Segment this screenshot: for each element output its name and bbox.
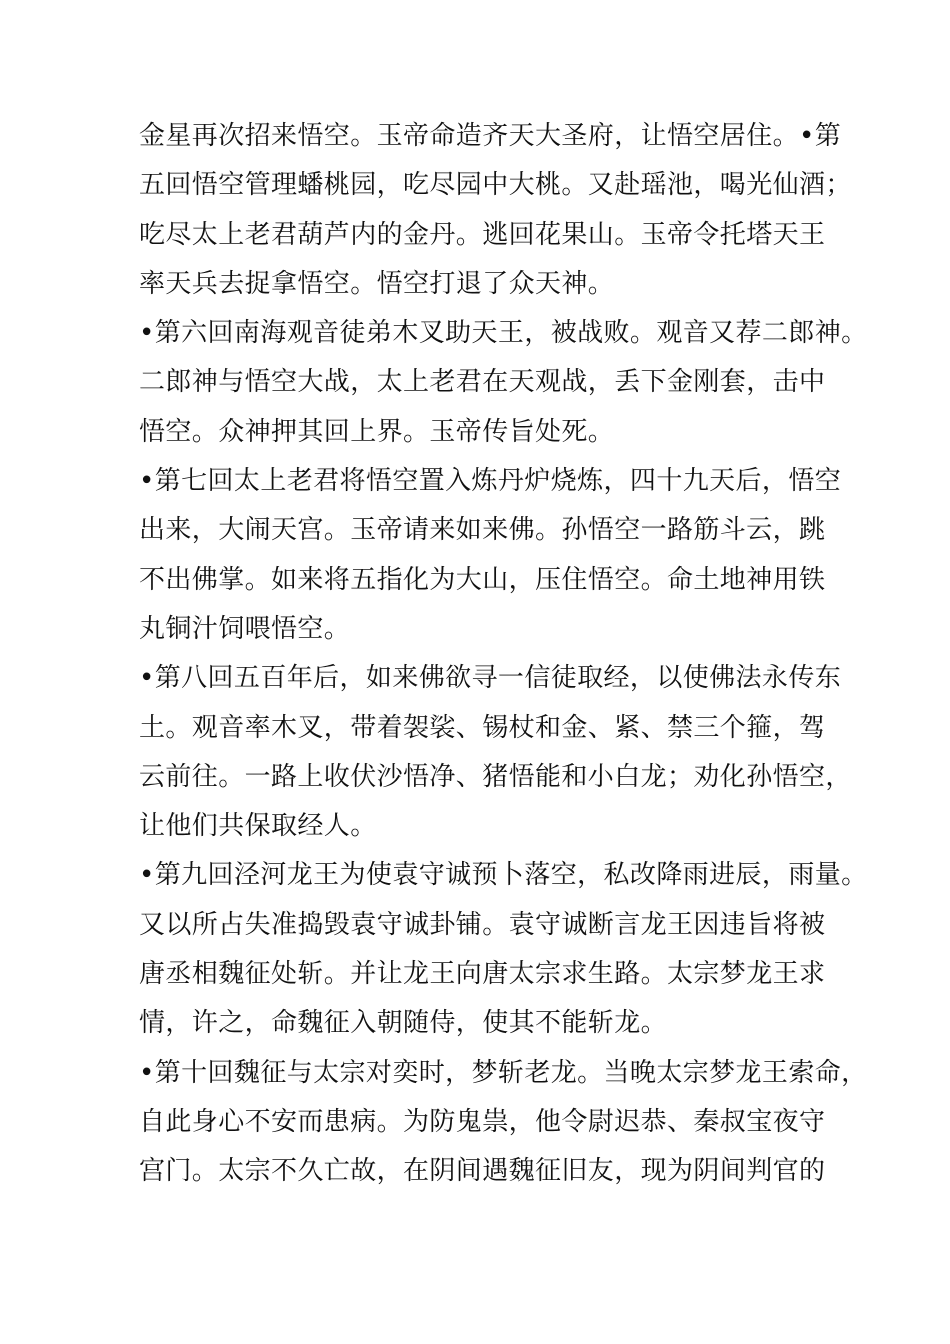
text-line: 出来，大闹天宫。玉帝请来如来佛。孙悟空一路筋斗云，跳 (139, 515, 826, 546)
text-line: 悟空。众神押其回上界。玉帝传旨处死。 (139, 416, 615, 447)
text-line: 率天兵去捉拿悟空。悟空打退了众天神。 (139, 268, 615, 299)
text-line: 丸铜汁饲喂悟空。 (139, 613, 351, 644)
text-line: •第六回南海观音徒弟木叉助天王，被战败。观音又荐二郎神。 (139, 318, 868, 349)
text-line: •第七回太上老君将悟空置入炼丹炉烧炼，四十九天后，悟空 (139, 466, 842, 497)
body-text (139, 112, 868, 1197)
text-line: 又以所占失准捣毁袁守诚卦铺。袁守诚断言龙王因违旨将被 (139, 909, 826, 940)
text-line: 五回悟空管理蟠桃园，吃尽园中大桃。又赴瑶池，喝光仙酒； (139, 170, 852, 201)
text-line: 不出佛掌。如来将五指化为大山，压住悟空。命土地神用铁 (139, 564, 826, 595)
text-line: 让他们共保取经人。 (139, 811, 377, 842)
text-line: •第八回五百年后，如来佛欲寻一信徒取经，以使佛法永传东 (139, 663, 842, 694)
text-line: 唐丞相魏征处斩。并让龙王向唐太宗求生路。太宗梦龙王求 (139, 959, 826, 990)
text-line: 自此身心不安而患病。为防鬼祟，他令尉迟恭、秦叔宝夜守 (139, 1106, 826, 1137)
text-line: 云前往。一路上收伏沙悟净、猪悟能和小白龙；劝化孙悟空， (139, 761, 852, 792)
text-line: 宫门。太宗不久亡故，在阴间遇魏征旧友，现为阴间判官的 (139, 1156, 826, 1187)
text-line: 土。观音率木叉，带着袈裟、锡杖和金、紧、禁三个箍，驾 (139, 712, 826, 743)
text-line: 情，许之，命魏征入朝随侍，使其不能斩龙。 (139, 1008, 668, 1039)
text-line: •第九回泾河龙王为使袁守诚预卜落空，私改降雨进辰，雨量。 (139, 860, 868, 891)
text-line: 二郎神与悟空大战，太上老君在天观战，丢下金刚套，击中 (139, 367, 826, 398)
text-line: 金星再次招来悟空。玉帝命造齐天大圣府，让悟空居住。•第 (139, 121, 842, 151)
text-line: 吃尽太上老君葫芦内的金丹。逃回花果山。玉帝令托塔天王 (139, 219, 826, 250)
text-line: •第十回魏征与太宗对奕时，梦斩老龙。当晚太宗梦龙王索命， (139, 1057, 868, 1088)
